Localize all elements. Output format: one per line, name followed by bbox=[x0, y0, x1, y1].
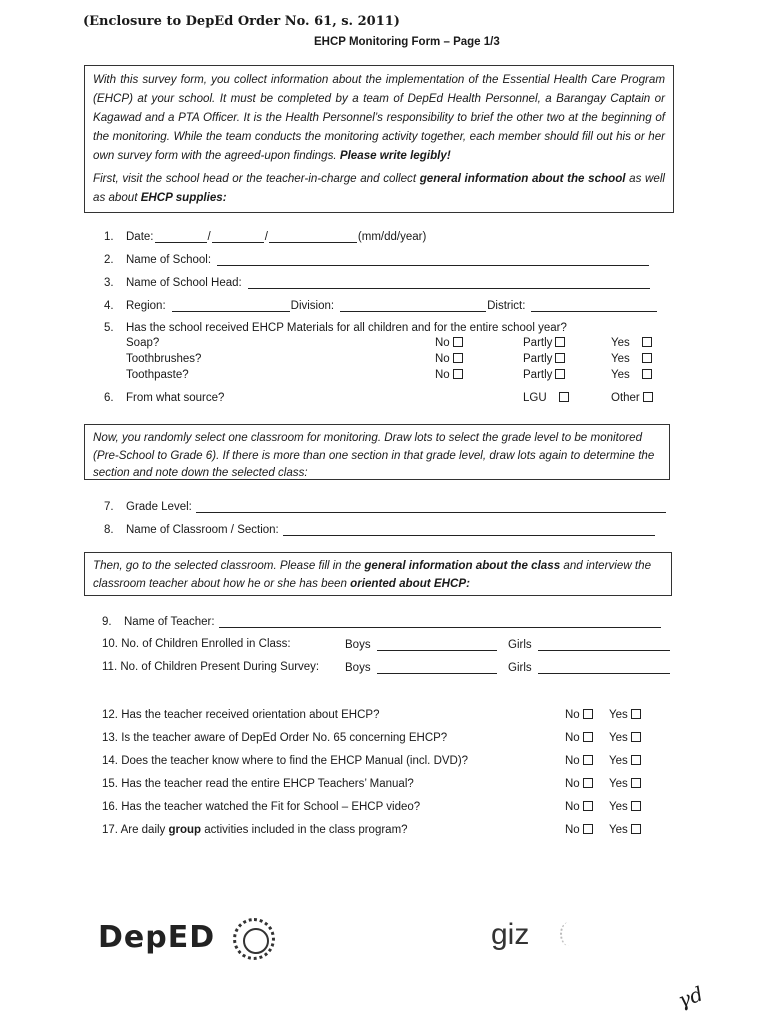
class-box-bold-b: oriented about EHCP: bbox=[350, 577, 470, 590]
yes-label: Yes bbox=[609, 732, 628, 744]
toothbrushes-partly[interactable] bbox=[523, 353, 565, 365]
intro-text: With this survey form, you collect information about the implementation of the Essential Health Care Program (EHCP) at your school. It must be completed by a team of DepEd Health Personnel, a Barangay Captain or Kagawad and a PTA Officer. It is the Health Personnel’s responsibility to brief the other two at the beginning of the monitoring. While the team conducts the monitoring activity together, each member should fill out his or her own survey form with the agreed-upon findings. bbox=[93, 73, 665, 162]
date-sep: / bbox=[207, 231, 211, 243]
q-label: Is the teacher aware of DepEd Order No. 65 concerning EHCP? bbox=[121, 732, 448, 744]
toothpaste-partly[interactable] bbox=[523, 369, 565, 381]
checkbox-icon[interactable] bbox=[453, 369, 463, 379]
no-label: No bbox=[565, 801, 580, 813]
yes-label: Yes bbox=[609, 801, 628, 813]
classroom-section-field[interactable] bbox=[283, 523, 655, 536]
deped-logo: DepED bbox=[98, 920, 216, 955]
toothpaste-yes[interactable] bbox=[611, 369, 652, 381]
toothbrushes-no[interactable] bbox=[435, 353, 463, 365]
yes-label: Yes bbox=[611, 337, 630, 349]
class-box-bold: general information about the class bbox=[364, 559, 561, 572]
no-label: No bbox=[565, 709, 580, 721]
q7-label: Grade Level: bbox=[126, 501, 192, 513]
q14-no[interactable] bbox=[565, 755, 593, 767]
q2-number: 2. bbox=[104, 254, 114, 266]
checkbox-icon[interactable] bbox=[583, 778, 593, 788]
deped-seal-icon bbox=[233, 918, 275, 960]
soap-label: Soap? bbox=[126, 337, 160, 349]
q13-no[interactable] bbox=[565, 732, 593, 744]
q9-label: Name of Teacher: bbox=[124, 616, 215, 628]
partly-label: Partly bbox=[523, 337, 553, 349]
checkbox-icon[interactable] bbox=[453, 353, 463, 363]
no-label: No bbox=[565, 755, 580, 767]
q1-number: 1. bbox=[104, 231, 114, 243]
q13-yes[interactable] bbox=[609, 732, 641, 744]
other-label: Other bbox=[611, 392, 640, 404]
checkbox-icon[interactable] bbox=[555, 337, 565, 347]
yes-label: Yes bbox=[611, 353, 630, 365]
enclosure-title: (Enclosure to DepEd Order No. 61, s. 2011) bbox=[83, 14, 400, 29]
enrolled-girls-field[interactable] bbox=[538, 638, 670, 651]
classroom-instructions: Now, you randomly select one classroom for monitoring. Draw lots to select the grade level to be monitored (Pre-School to Grade 6). If there is more than one section in that grade level, draw lots again to determine the section and note down the selected class: bbox=[84, 424, 670, 480]
yes-label: Yes bbox=[609, 709, 628, 721]
q14-yes[interactable] bbox=[609, 755, 641, 767]
intro-p2-text-b: as well as about bbox=[93, 172, 665, 204]
q9-number: 9. bbox=[102, 616, 112, 628]
q-number: 14. bbox=[102, 755, 118, 767]
source-lgu[interactable] bbox=[523, 392, 569, 404]
toothpaste-no[interactable] bbox=[435, 369, 463, 381]
enrolled-boys-field[interactable] bbox=[377, 638, 497, 651]
checkbox-icon[interactable] bbox=[453, 337, 463, 347]
q-number: 16. bbox=[102, 801, 118, 813]
signature-initials: γd bbox=[674, 981, 707, 1013]
q12-no[interactable] bbox=[565, 709, 593, 721]
q16-yes[interactable] bbox=[609, 801, 641, 813]
district-field[interactable] bbox=[531, 299, 657, 312]
intro-p2-bold-b: EHCP supplies: bbox=[140, 191, 227, 204]
intro-instructions bbox=[84, 65, 674, 213]
boys-label: Boys bbox=[345, 639, 371, 651]
intro-p2-bold: general information about the school bbox=[419, 172, 626, 185]
q-number: 17. bbox=[102, 824, 118, 836]
class-instructions bbox=[84, 552, 672, 596]
date-month-field[interactable] bbox=[155, 230, 207, 243]
q8-classroom-section bbox=[104, 523, 656, 536]
q-label: Has the teacher watched the Fit for School – EHCP video? bbox=[121, 801, 421, 813]
partly-label: Partly bbox=[523, 353, 553, 365]
date-day-field[interactable] bbox=[212, 230, 264, 243]
class-box-text: Then, go to the selected classroom. Please fill in the bbox=[93, 559, 365, 572]
region-field[interactable] bbox=[172, 299, 290, 312]
toothbrushes-label: Toothbrushes? bbox=[126, 353, 202, 365]
checkbox-icon[interactable] bbox=[642, 353, 652, 363]
division-field[interactable] bbox=[340, 299, 486, 312]
source-other[interactable] bbox=[611, 392, 653, 404]
q-label-b: activities included in the class program? bbox=[201, 824, 408, 836]
q15-yes[interactable] bbox=[609, 778, 641, 790]
checkbox-icon[interactable] bbox=[555, 369, 565, 379]
present-boys-field[interactable] bbox=[377, 661, 497, 674]
q6-number: 6. bbox=[104, 392, 114, 404]
division-label: Division: bbox=[290, 300, 335, 312]
yes-label: Yes bbox=[609, 755, 628, 767]
q-label-bold: group bbox=[168, 824, 202, 836]
checkbox-icon[interactable] bbox=[583, 755, 593, 765]
no-label: No bbox=[565, 778, 580, 790]
checkbox-icon[interactable] bbox=[583, 801, 593, 811]
q2-school-name bbox=[104, 253, 650, 266]
checkbox-icon[interactable] bbox=[583, 732, 593, 742]
q17-yes[interactable] bbox=[609, 824, 641, 836]
q5-label: Has the school received EHCP Materials for all children and for the entire school year? bbox=[126, 322, 567, 334]
q17-no[interactable] bbox=[565, 824, 593, 836]
intro-bold: Please write legibly! bbox=[339, 149, 451, 162]
checkbox-icon[interactable] bbox=[631, 732, 641, 742]
checkbox-icon[interactable] bbox=[631, 824, 641, 834]
boys-label: Boys bbox=[345, 662, 371, 674]
q-number: 12. bbox=[102, 709, 118, 721]
present-girls-field[interactable] bbox=[538, 661, 670, 674]
school-name-field[interactable] bbox=[217, 253, 649, 266]
checkbox-icon[interactable] bbox=[583, 709, 593, 719]
intro-p2-text: First, visit the school head or the teacher-in-charge and collect bbox=[93, 172, 420, 185]
checkbox-icon[interactable] bbox=[583, 824, 593, 834]
girls-label: Girls bbox=[508, 662, 532, 674]
region-label: Region: bbox=[126, 300, 166, 312]
date-year-field[interactable] bbox=[269, 230, 357, 243]
q7-number: 7. bbox=[104, 501, 114, 513]
q10-number: 10. bbox=[102, 638, 118, 650]
q3-number: 3. bbox=[104, 277, 114, 289]
district-label: District: bbox=[487, 300, 526, 312]
checkbox-icon[interactable] bbox=[643, 392, 653, 402]
q5-number: 5. bbox=[104, 322, 114, 334]
q4-number: 4. bbox=[104, 300, 114, 312]
toothpaste-label: Toothpaste? bbox=[126, 369, 189, 381]
giz-logo: giz bbox=[491, 918, 530, 951]
q3-label: Name of School Head: bbox=[126, 277, 242, 289]
no-label: No bbox=[435, 337, 450, 349]
q7-grade-level bbox=[104, 500, 667, 513]
q5-question bbox=[104, 322, 567, 334]
soap-yes[interactable] bbox=[611, 337, 652, 349]
partly-label: Partly bbox=[523, 369, 553, 381]
q8-label: Name of Classroom / Section: bbox=[126, 524, 279, 536]
grade-level-field[interactable] bbox=[196, 500, 666, 513]
teacher-name-field[interactable] bbox=[219, 615, 661, 628]
q1-label: Date: bbox=[126, 231, 154, 243]
girls-label: Girls bbox=[508, 639, 532, 651]
checkbox-icon[interactable] bbox=[559, 392, 569, 402]
q9-teacher-name bbox=[102, 615, 662, 628]
q11-label: No. of Children Present During Survey: bbox=[120, 661, 320, 673]
class-box-text-b: and interview the classroom teacher about how he or she has been bbox=[93, 559, 652, 590]
no-label: No bbox=[435, 369, 450, 381]
q8-number: 8. bbox=[104, 524, 114, 536]
q2-label: Name of School: bbox=[126, 254, 212, 266]
q-number: 15. bbox=[102, 778, 118, 790]
faint-logo-icon bbox=[560, 922, 578, 946]
q-label: Does the teacher know where to find the EHCP Manual (incl. DVD)? bbox=[121, 755, 469, 767]
checkbox-icon[interactable] bbox=[555, 353, 565, 363]
no-label: No bbox=[565, 824, 580, 836]
q10-label: No. of Children Enrolled in Class: bbox=[121, 638, 291, 650]
q1-date bbox=[104, 230, 426, 243]
q3-school-head bbox=[104, 276, 651, 289]
q6-label: From what source? bbox=[126, 392, 225, 404]
q12-yes[interactable] bbox=[609, 709, 641, 721]
q11-number: 11. bbox=[102, 661, 118, 673]
checkbox-icon[interactable] bbox=[631, 755, 641, 765]
soap-partly[interactable] bbox=[523, 337, 565, 349]
q16-no[interactable] bbox=[565, 801, 593, 813]
checkbox-icon[interactable] bbox=[631, 801, 641, 811]
no-label: No bbox=[565, 732, 580, 744]
yes-label: Yes bbox=[611, 369, 630, 381]
checkbox-icon[interactable] bbox=[631, 778, 641, 788]
checkbox-icon[interactable] bbox=[631, 709, 641, 719]
date-sep: / bbox=[264, 231, 268, 243]
q-label: Are daily bbox=[120, 824, 169, 836]
q-number: 13. bbox=[102, 732, 118, 744]
q15-no[interactable] bbox=[565, 778, 593, 790]
q-label: Has the teacher read the entire EHCP Teachers’ Manual? bbox=[121, 778, 414, 790]
q4-region-division-district bbox=[104, 299, 658, 312]
form-subtitle: EHCP Monitoring Form – Page 1/3 bbox=[314, 36, 500, 48]
yes-label: Yes bbox=[609, 778, 628, 790]
lgu-label: LGU bbox=[523, 392, 547, 404]
q-label: Has the teacher received orientation about EHCP? bbox=[121, 709, 380, 721]
toothbrushes-yes[interactable] bbox=[611, 353, 652, 365]
checkbox-icon[interactable] bbox=[642, 337, 652, 347]
yes-label: Yes bbox=[609, 824, 628, 836]
soap-no[interactable] bbox=[435, 337, 463, 349]
checkbox-icon[interactable] bbox=[642, 369, 652, 379]
no-label: No bbox=[435, 353, 450, 365]
school-head-field[interactable] bbox=[248, 276, 650, 289]
date-format-hint: (mm/dd/year) bbox=[357, 231, 427, 243]
